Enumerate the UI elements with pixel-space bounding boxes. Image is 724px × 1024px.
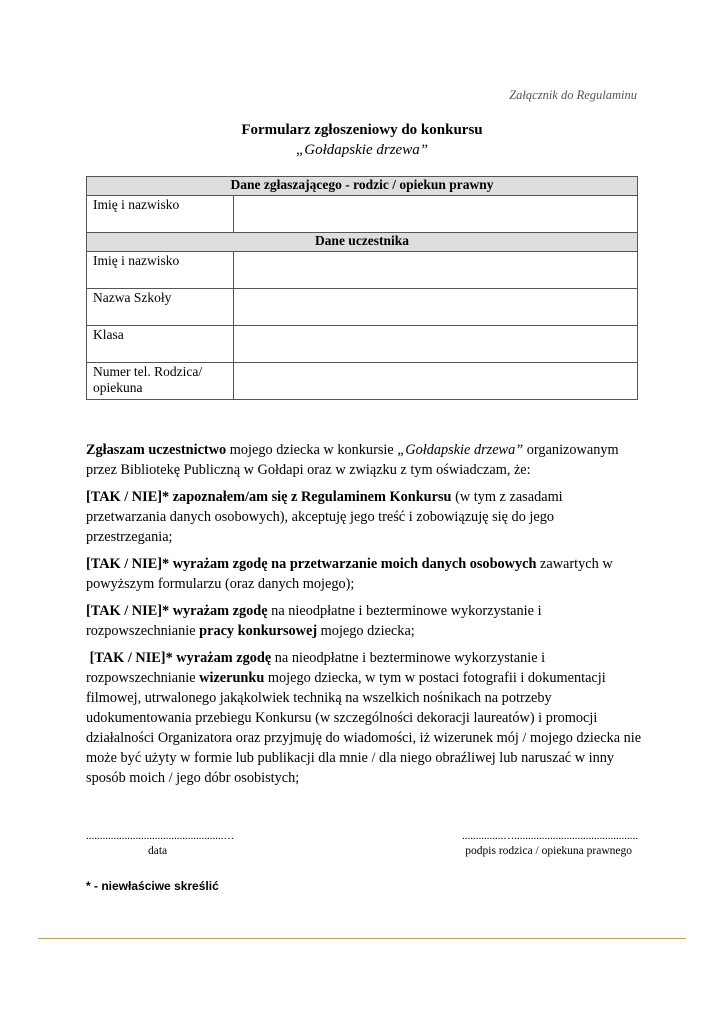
declaration-bold: [TAK / NIE]* wyrażam zgodę [86,603,268,619]
contest-name: „Gołdapskie drzewa” [397,442,524,458]
declaration-text-2: mojego dziecka, w tym w postaci fotografii i dokumentacji filmowej, utrwalonego jakąkolwiek techniką na wszelkich nośnikach na potrzeby udokumentowania przebiegu Konkursu (w szczególności dekoracji laureatów) i promocji działalności Organizatora oraz przyjmuję do wiadomości, iż wizerunek mój / mojego dziecka nie może być użyty w formie lub publikacji dla mnie / dla niego obraźliwej lub naruszać w inny sposób moich / jego dóbr osobistych; [86,670,645,786]
application-form-table [86,176,638,400]
declarations [86,440,645,795]
declaration-image-usage [86,648,645,788]
form-row [87,326,638,363]
date-label: data [148,845,168,857]
field-label: Nazwa Szkoły [87,289,234,326]
form-subtitle: „Gołdapskie drzewa” [295,142,429,158]
declaration-data-processing [86,554,642,594]
section-header-row [87,177,638,196]
signature-label: podpis rodzica / opiekuna prawnego [465,845,632,857]
declaration-bold-2: wizerunku [199,670,265,686]
declaration-bold-2: pracy konkursowej [199,623,318,639]
form-row [87,196,638,233]
parent-phone-field[interactable] [234,363,638,400]
signature-line[interactable]: ...............…............................................. [462,830,638,842]
section-header-row [87,233,638,252]
school-name-field[interactable] [234,289,638,326]
annex-label: Załącznik do Regulaminu [509,88,637,102]
participant-name-field[interactable] [234,252,638,289]
form-row [87,252,638,289]
field-label: Klasa [87,326,234,363]
form-row [87,363,638,400]
declaration-work-usage [86,601,642,641]
field-label: Numer tel. Rodzica/ opiekuna [87,363,234,400]
class-field[interactable] [234,326,638,363]
footnote: * - niewłaściwe skreślić [86,879,219,893]
form-title: Formularz zgłoszeniowy do konkursu [241,122,483,138]
intro-text-2: organizowanym przez Bibliotekę Publiczną w Gołdapi oraz w związku z tym oświadczam, że: [86,442,619,478]
section-header-participant: Dane uczestnika [87,233,638,252]
declaration-text: (w tym z zasadami przetwarzania danych osobowych), akceptuję jego treść i zobowiązuję się do jego przestrzegania; [86,489,563,545]
section-header-guardian: Dane zgłaszającego - rodzic / opiekun prawny [87,177,638,196]
declaration-regulations [86,487,642,547]
footer-divider [38,938,686,939]
declaration-intro [86,440,642,480]
declaration-text: na nieodpłatne i bezterminowe wykorzystanie i rozpowszechnianie [86,650,549,686]
declaration-bold: [TAK / NIE]* wyrażam zgodę na przetwarzanie moich danych osobowych [86,556,537,572]
form-row [87,289,638,326]
intro-text: mojego dziecka w konkursie [226,442,398,458]
declaration-text: na nieodpłatne i bezterminowe wykorzystanie i rozpowszechnianie [86,603,542,639]
field-label: Imię i nazwisko [87,196,234,233]
declaration-bold: [TAK / NIE]* wyrażam zgodę [86,650,272,666]
declaration-text: zawartych w powyższym formularzu (oraz danych mojego); [86,556,613,592]
declaration-text-2: mojego dziecka; [317,623,415,639]
field-label: Imię i nazwisko [87,252,234,289]
date-line[interactable]: ..................................................… [86,830,235,842]
declaration-bold: [TAK / NIE]* zapoznałem/am się z Regulaminem Konkursu [86,489,452,505]
guardian-name-field[interactable] [234,196,638,233]
intro-bold: Zgłaszam uczestnictwo [86,442,227,458]
